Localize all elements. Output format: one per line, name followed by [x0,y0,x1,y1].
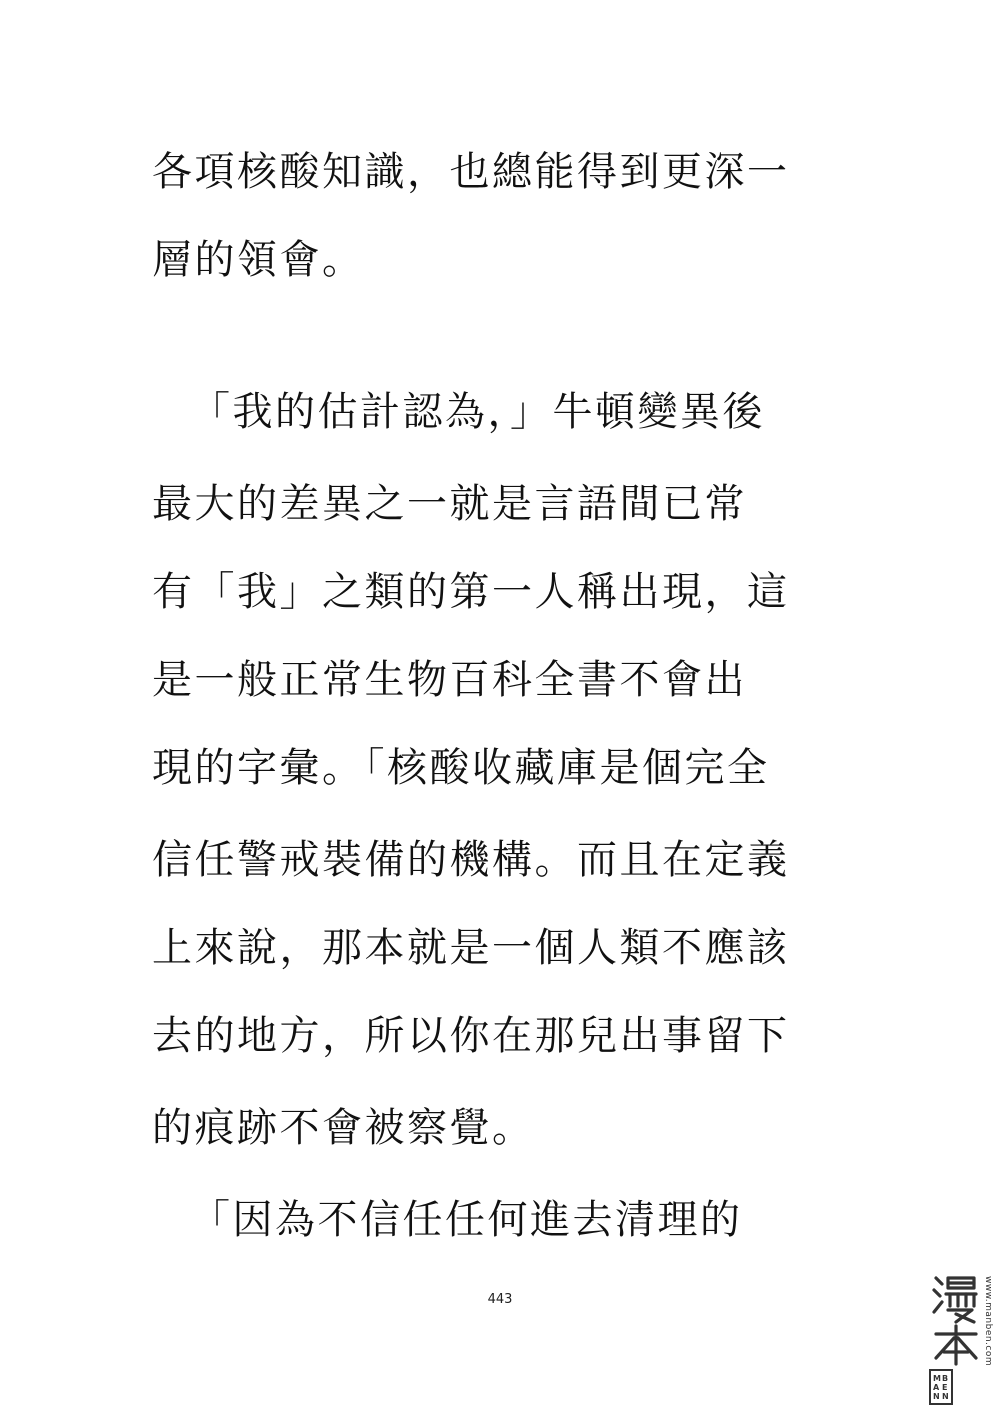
text-line: 「因為不信任任何進去清理的 [190,1197,743,1243]
text-line: 去的地方，所以你在那兒出事留下 [152,1013,790,1059]
page-number: 443 [487,1292,513,1307]
text-line: 現的字彙。「核酸收藏庫是個完全 [152,745,770,791]
text-line: 的痕跡不會被察覺。 [152,1105,535,1151]
svg-text:B: B [942,1374,949,1383]
watermark-logo-graphic [928,1272,982,1406]
text-line: 有「我」之類的第一人稱出現，這 [152,569,790,615]
text-line: 層的領會。 [152,237,365,283]
watermark-logo [928,1272,994,1406]
svg-text:N: N [942,1392,949,1401]
svg-text:N: N [933,1392,940,1401]
text-line: 是一般正常生物百科全書不會出 [152,657,747,703]
text-line: 最大的差異之一就是言語間已常 [152,481,747,527]
text-line: 信任警戒裝備的機構。而且在定義 [152,837,790,883]
text-line: 上來說，那本就是一個人類不應該 [152,925,790,971]
svg-text:E: E [942,1383,948,1392]
watermark-url: www.manben.com [983,1276,993,1367]
svg-text:A: A [933,1383,940,1392]
text-line: 各項核酸知識，也總能得到更深一 [152,149,790,195]
text-line: 「我的估計認為，」牛頓變異後 [190,389,765,435]
svg-text:M: M [933,1374,941,1383]
